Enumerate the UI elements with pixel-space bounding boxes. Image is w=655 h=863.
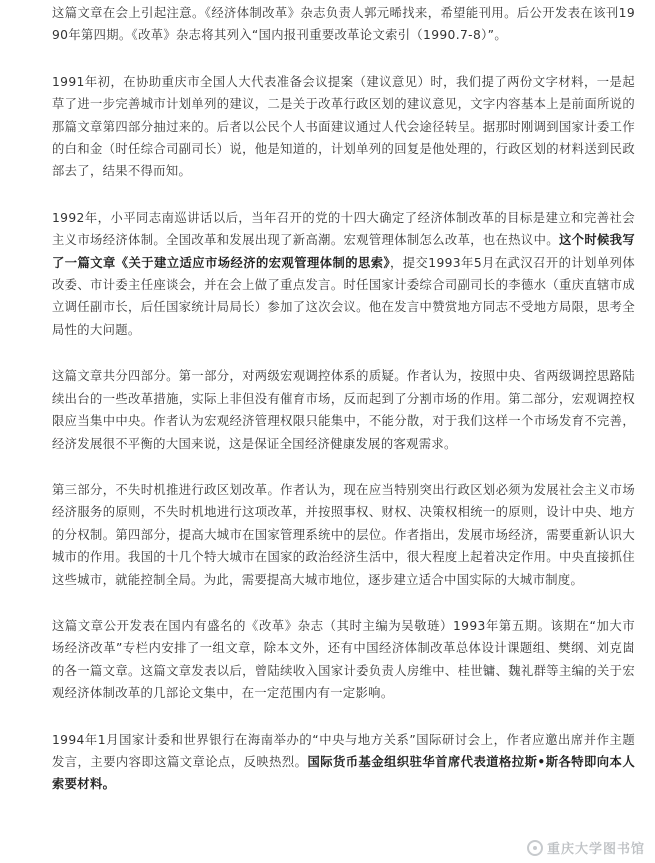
text-segment: 1991年初，在协助重庆市全国人大代表准备会议提案（建议意见）时，我们提了两份文字材料，一是起草了进一步完善城市计划单列的建议，二是关于改革行政区划的建议意见，文字内容基本上是前面所说的那篇文章第四部分抽过来的。后者以公民个人书面建议通过人代会途径转呈。据那时刚调到国家计委工作的白和金（时任综合司副司长）说，他是知道的，计划单列的回复是他处理的，行政区划的材料送到民政部去了，结果不得而知。 [52,74,635,179]
watermark [527,838,645,857]
text-segment: 第三部分，不失时机推进行政区划改革。作者认为，现在应当特别突出行政区划必须为发展社会主义市场经济服务的原则，不失时机地进行这项改革，并按照事权、财权、决策权相统一的原则，设计中央、地方的分权制。第四部分，提高大城市在国家管理系统中的层位。作者指出，发展市场经济，需要重新认识大城市的作用。我国的十几个特大城市在国家的政治经济生活中，很大程度上起着决定作用。中央直接抓住这些城市，就能控制全局。为此，需要提高大城市地位，逐步建立适合中国实际的大城市制度。 [52,482,635,587]
text-segment: 这篇文章在会上引起注意。《经济体制改革》杂志负责人郭元晞找来，希望能刊用。后公开发表在该刊1990年第四期。《改革》杂志将其列入“国内报刊重要改革论文索引（1990.7-8）”。 [52,6,635,43]
paragraph [52,729,635,796]
watermark-text: 重庆大学图书馆 [546,842,645,857]
paragraph [52,365,635,455]
text-segment: 这篇文章公开发表在国内有盛名的《改革》杂志（其时主编为吴敬琏）1993年第五期。该期在“加大市场经济改革”专栏内安排了一组文章，除本文外，还有中国经济体制改革总体设计课题组、樊纲、刘克崮的各一篇文章。这篇文章发表以后，曾陆续收入国家计委负责人房维中、桂世镛、魏礼群等主编的关于宏观经济体制改革的几部论文集中，在一定范围内有一定影响。 [52,618,635,701]
bold-text: 国际货币基金组织驻华首席代表道格拉斯•斯各特即向本人索要材料。 [52,754,635,792]
paragraph [52,479,635,591]
text-segment: ，提交1993年5月在武汉召开的计划单列体改委、市计委主任座谈会，并在会上做了重点发言。时任国家计委综合司副司长的李德水（重庆直辖市成立调任副市长，后任国家统计局局长）参加了这次会议。他在发言中赞赏地方同志不受地方局限，思考全局性的大问题。 [52,255,635,337]
paragraph [52,71,635,183]
paragraph [52,615,635,705]
text-segment: 1994年1月国家计委和世界银行在海南举办的“中央与地方关系”国际研讨会上，作者应邀出席并作主题发言，主要内容即这篇文章论点，反映热烈。 [52,732,635,769]
bold-text: 这个时候我写了一篇文章《关于建立适应市场经济的宏观管理体制的思索》 [52,233,635,270]
paragraph [52,207,635,341]
paragraph [52,2,635,47]
text-segment: 这篇文章共分四部分。第一部分，对两级宏观调控体系的质疑。作者认为，按照中央、省两级调控思路陆续出台的一些改革措施，实际上非但没有催育市场，反而起到了分割市场的作用。第二部分，宏观调控权限应当集中中央。作者认为宏观经济管理权限只能集中，不能分散，对于我们这样一个市场发育不完善，经济发展很不平衡的大国来说，这是保证全国经济健康发展的客观需求。 [52,369,635,451]
text-segment: 1992年，小平同志南巡讲话以后，当年召开的党的十四大确定了经济体制改革的目标是建立和完善社会主义市场经济体制。全国改革和发展出现了新高潮。宏观管理体制怎么改革，也在热议中。 [52,210,635,248]
library-logo-icon [527,840,543,856]
